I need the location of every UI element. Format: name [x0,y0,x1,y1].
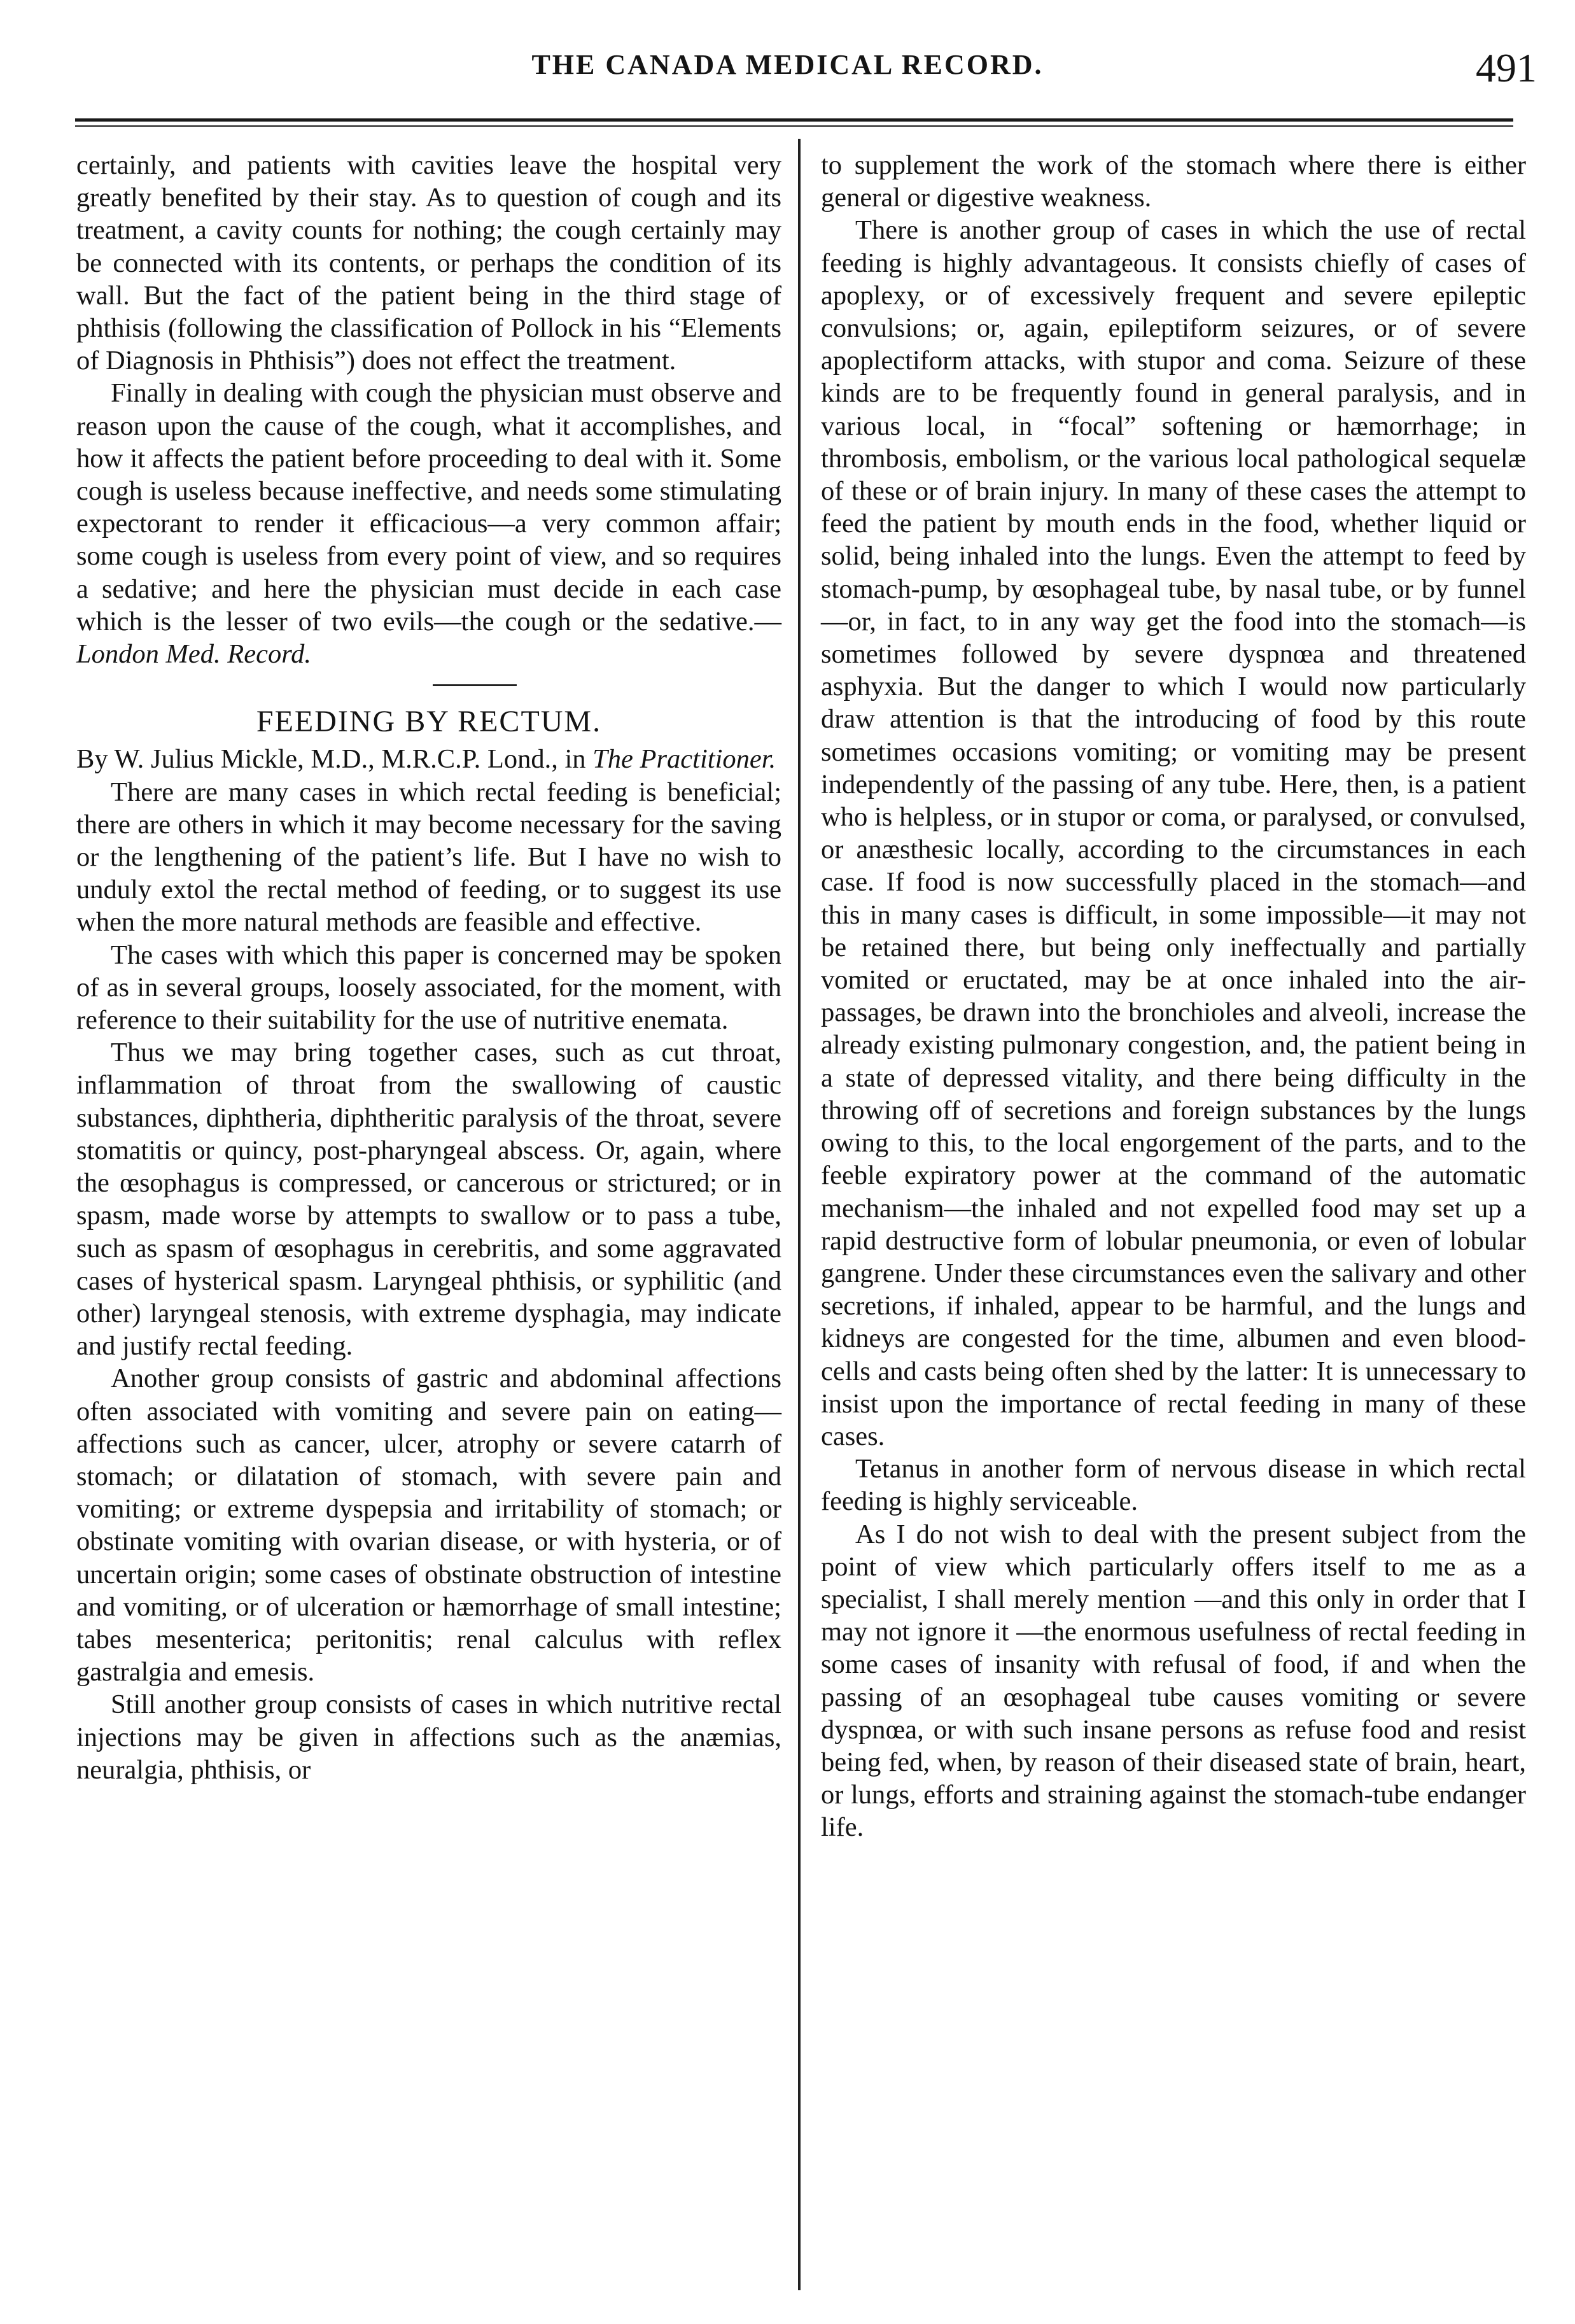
article-paragraph: There is another group of cases in which the use of rectal feeding is highly advantageous. It consists chiefly of cases of apoplexy, or of excessively frequent and severe epileptic convulsions; or, again, epileptiform seizures, or of severe apoplectiform attacks, with stupor and coma. Seizure of these kinds are to be frequently found in general paralysis, and in various local, in “focal” softening or hæmorrhage; in thrombosis, embolism, or the various local pathological sequelæ of these or of brain injury. In many of these cases the attempt to feed the patient by mouth ends in the food, whether liquid or solid, being inhaled into the lungs. Even the attempt to feed by stomach-pump, by œsophageal tube, by nasal tube, or by funnel—or, in fact, to in any way get the food into the stomach—is sometimes followed by severe dyspnœa and threatened asphyxia. But the danger to which I would now particularly draw attention is that the introducing of food by this route sometimes occasions vomiting; or vomiting may be present independently of the passing of any tube. Here, then, is a patient who is helpless, or in stupor or coma, or paralysed, or convulsed, or anæsthesic locally, according to the circumstances in each case. If food is now successfully placed in the stomach—and this in many cases is difficult, in some impossible—it may not be retained there, but being only ineffectually and partially vomited or eructated, may be at once inhaled into the air-passages, be drawn into the bronchioles and alveoli, increase the already existing pulmonary congestion, and, the patient being in a state of depressed vitality, and there being difficulty in the throwing off of secretions and foreign substances by the lungs owing to this, to the local engorgement of the parts, and to the feeble expiratory power at the command of the automatic mechanism—the inhaled and not expelled food may set up a rapid destructive form of lobular pneumonia, or even of lobular gangrene. Under these circumstances even the salivary and other secretions, if inhaled, appear to be harmful, and the lungs and kidneys are congested for the time, albumen and even blood-cells and casts being often shed by the latter: It is unnecessary to insist upon the importance of rectal feeding in many of these cases. [821,215,1526,1451]
header-rule-thick [75,118,1513,122]
right-column [821,149,1526,1844]
source-signoff: London Med. Record. [76,639,312,670]
left-column [76,149,781,1786]
article-paragraph: Tetanus in another form of nervous disease in which rectal feeding is highly serviceable. [821,1454,1526,1517]
continued-paragraph: certainly, and patients with cavities leave the hospital very greatly benefited by their stay. As to question of cough and its treatment, a cavity counts for nothing; the cough certainly may be connected with its contents, or perhaps the condition of its wall. But the fact of the patient being in the third stage of phthisis (following the classification of Pollock in his “Elements of Diagnosis in Phthisis”) does not effect the treatment. [76,150,781,376]
article-title: FEEDING BY RECTUM. [256,705,602,739]
article-paragraph: Still another group consists of cases in which nutritive rectal injections may be given in affections such as the anæmias, neuralgia, phthisis, or [76,1689,781,1785]
cough-paragraph [76,377,781,670]
running-head [0,45,1575,99]
spacer [76,670,781,703]
column-divider [798,139,801,2290]
article-paragraph: As I do not wish to deal with the present subject from the point of view which particularly offers itself to me as a specialist, I shall merely mention —and this only in order that I may not ignore it —the enormous usefulness of rectal feeding in some cases of insanity with refusal of food, if and when the passing of an œsophageal tube causes vomiting or severe dyspnœa, or with such insane persons as refuse food and resist being fed, when, by reason of their diseased state of brain, heart, or lungs, efforts and straining against the stomach-tube endanger life. [821,1519,1526,1843]
running-title: THE CANADA MEDICAL RECORD. [531,49,1044,80]
byline-author: By W. Julius Mickle, M.D., M.R.C.P. Lond., in [76,744,586,775]
page-number: 491 [1476,45,1537,90]
article-paragraph: Another group consists of gastric and abdominal affections often associated with vomiting and severe pain on eating—affections such as cancer, ulcer, atrophy or severe catarrh of stomach; or dilatation of stomach, with severe pain and vomiting; or extreme dyspepsia and irritability of stomach; or obstinate vomiting with ovarian disease, or with hysteria, or of uncertain origin; some cases of obstinate obstruction of intestine and vomiting, or of ulceration or hæmorrhage of small intestine; tabes mesenterica; peritonitis; renal calculus with reflex gastralgia and emesis. [76,1363,781,1687]
article-paragraph: to supplement the work of the stomach where there is either general or digestive weakness. [821,150,1526,213]
article-paragraph: The cases with which this paper is concerned may be spoken of as in several groups, loosely associated, for the moment, with reference to their suitability for the use of nutritive enemata. [76,940,781,1036]
section-separator [433,684,517,686]
byline [76,743,781,775]
cough-paragraph-text: Finally in dealing with cough the physician must observe and reason upon the cause of the cough, what it accomplishes, and how it affects the patient before proceeding to deal with it. Some cough is useless because ineffective, and needs some stimulating expectorant to render it efficacious—a very common affair; some cough is useless from every point of view, and so requires a sedative; and here the physician must decide in each case which is the lesser of two evils—the cough or the sedative.— [76,378,781,637]
article-paragraph: There are many cases in which rectal feeding is beneficial; there are others in which it may become necessary for the saving or the lengthening of the patient’s life. But I have no wish to unduly extol the rectal method of feeding, or to suggest its use when the more natural methods are feasible and effective. [76,777,781,938]
header-rule-thin [75,125,1513,127]
article-paragraph: Thus we may bring together cases, such as cut throat, inflammation of throat from the swallowing of caustic substances, diphtheria, diphtheritic paralysis of the throat, severe stomatitis or quincy, post-pharyngeal abscess. Or, again, where the œsophagus is compressed, or cancerous or strictured; or in spasm, made worse by attempts to swallow or to pass a tube, such as spasm of œsophagus in cerebritis, and some aggravated cases of hysterical spasm. Laryngeal phthisis, or syphilitic (and other) laryngeal stenosis, with extreme dysphagia, may indicate and justify rectal feeding. [76,1038,781,1362]
byline-journal: The Practitioner. [592,744,776,775]
